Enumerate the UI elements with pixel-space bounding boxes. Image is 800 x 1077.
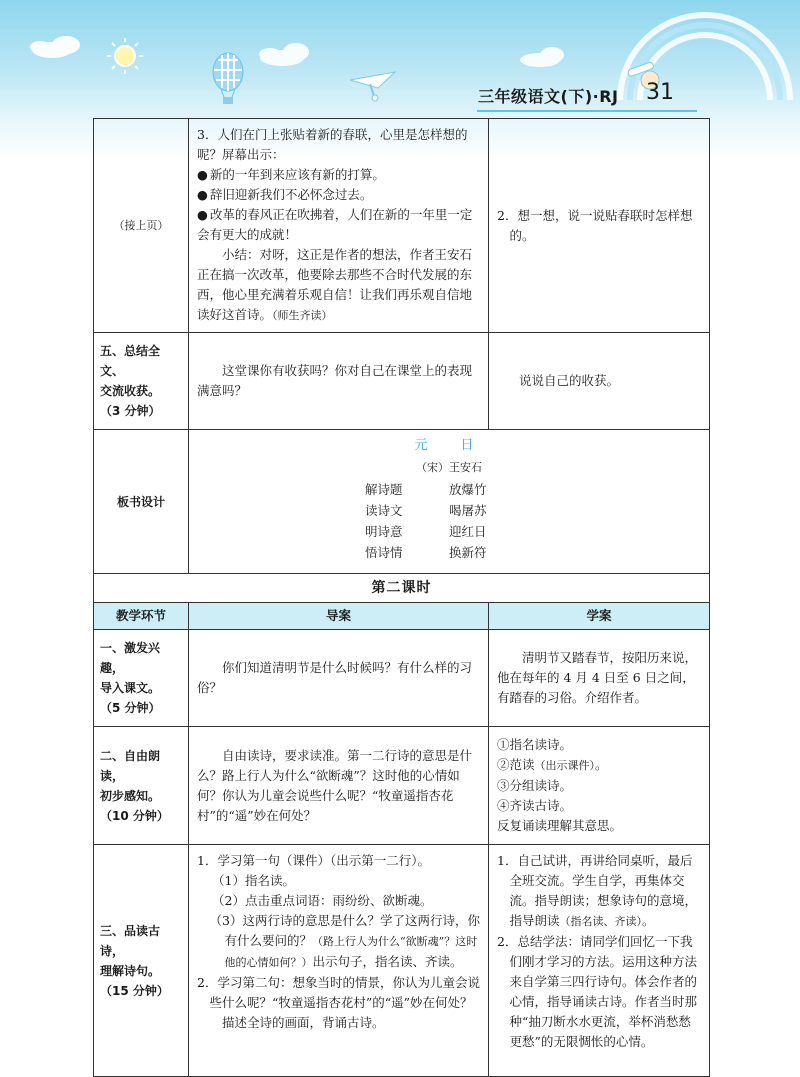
board-design-cell [189, 430, 710, 574]
study-item-text: 1．自己试讲，再讲给同桌听，最后全班交流。学生自学，再集体交流。指导朗读；想象诗句的意境，指导朗读 [497, 853, 698, 928]
header-title: 三年级语文(下)·RJ [478, 87, 619, 106]
study-text: 2．想一想，说一说贴春联时怎样想的。 [497, 207, 693, 243]
guide-cell [189, 333, 489, 430]
study-item: ③分组读诗。 [497, 778, 573, 793]
guide-text: 自由读诗，要求读准。第一二行诗的意思是什么？路上行人为什么“欲断魂”？这时他的心情如何？你认为儿童会说些什么呢？“牧童遥指杏花村”的“遥”妙在何处？ [197, 747, 473, 823]
guide-bullet: ● 改革的春风正在吹拂着，人们在新的一年里一定会有更大的成就！ [197, 205, 480, 245]
cloud-icon [520, 47, 564, 67]
guide-bullet: ● 辞旧迎新我们不必怀念过去。 [197, 185, 480, 205]
stage-continued-label: （接上页） [113, 218, 169, 232]
study-cell [489, 727, 710, 845]
table-row [94, 630, 710, 727]
study-item-end: 。 [642, 913, 655, 928]
guide-cell [189, 727, 489, 845]
board-item-left: 解诗题 [365, 482, 403, 497]
stage-label: 导入课文。 [100, 681, 161, 695]
summary-note: （师生齐读） [272, 309, 333, 322]
column-header-row [94, 603, 710, 630]
guide-substep: （2）点击重点词语：雨纷纷、欲断魂。 [212, 893, 433, 908]
stage-label: 理解诗句。 [100, 963, 161, 978]
cloud-icon [259, 43, 309, 66]
stage-cell [94, 845, 189, 1077]
study-item-text: ②范读 [497, 757, 535, 772]
stage-time: （15 分钟） [100, 983, 169, 998]
board-item-right: 换新符 [449, 545, 487, 560]
stage-label: 交流收获。 [100, 384, 161, 398]
study-text: 说说自己的收获。 [519, 373, 620, 388]
cloud-icon [30, 36, 80, 58]
study-cell [489, 845, 710, 1077]
guide-closing: 描述全诗的画面，背诵古诗。 [222, 1015, 385, 1030]
substep-note: （路上行人为什么“欲断魂”？这时他的心情如何？） [224, 935, 478, 969]
stage-label: 一、激发兴趣， [100, 641, 161, 675]
guide-step: 1．学习第一句（课件）（出示第一二行）。 [197, 853, 430, 868]
board-label: 板书设计 [116, 494, 165, 509]
table-row [94, 333, 710, 430]
header-rule [477, 110, 697, 112]
board-item-right: 放爆竹 [449, 482, 487, 497]
board-item-left: 明诗意 [365, 524, 403, 539]
poem-title: 元 日 [414, 438, 484, 453]
column-header: 教学环节 [94, 603, 189, 630]
study-text: 清明节又踏春节，按阳历来说，他在每年的 4 月 4 日至 6 日之间，有踏春的习俗。介绍作者。 [497, 650, 698, 705]
guide-intro: 3．人们在门上张贴着新的春联，心里是怎样想的呢？屏幕出示： [197, 127, 468, 162]
guide-cell [189, 119, 489, 333]
stage-label: 三、品读古诗， [100, 923, 161, 958]
guide-text: 你们知道清明节是什么时候吗？有什么样的习俗？ [197, 660, 473, 695]
guide-text: 这堂课你有收获吗？你对自己在课堂上的表现满意吗？ [197, 363, 473, 398]
substep-text: （3）这两行诗的意思是什么？学了这两行诗，你有什么要问的？ [209, 913, 480, 948]
section-title-row [94, 574, 710, 603]
lesson-plan-table [93, 118, 710, 1077]
study-item-end: 。 [595, 757, 608, 772]
stage-time: （3 分钟） [100, 404, 161, 418]
stage-label: 二、自由朗读， [100, 748, 161, 783]
study-item-note: （出示课件） [534, 759, 596, 772]
sun-icon [107, 38, 143, 74]
stage-cell [94, 333, 189, 430]
table-row [94, 727, 710, 845]
study-item [497, 755, 701, 776]
study-item: 2．总结学法：请同学们回忆一下我们刚才学习的方法。运用这种方法来自学第三四行诗句。体会作者的心情，指导诵读古诗。作者当时那种“抽刀断水水更流，举杯消愁愁更愁”的无限惆怅的心情。 [497, 934, 698, 1049]
study-cell [489, 333, 710, 430]
stage-label: 初步感知。 [100, 788, 161, 803]
column-header: 学案 [489, 603, 710, 630]
stage-label: 五、总结全文、 [100, 344, 161, 378]
table-row [94, 430, 710, 574]
stage-cell [94, 727, 189, 845]
page-number: 31 [646, 80, 674, 105]
board-item-right: 迎红日 [449, 524, 487, 539]
study-item: ①指名读诗。 [497, 737, 573, 752]
study-item-note: （指名读、齐读） [559, 915, 643, 928]
board-item-left: 读诗文 [365, 503, 403, 518]
study-item [497, 851, 701, 932]
column-header: 导案 [189, 603, 489, 630]
guide-summary [197, 245, 480, 326]
study-cell [489, 119, 710, 333]
section-title: 第二课时 [94, 574, 710, 603]
guide-substep: （1）指名读。 [212, 873, 295, 888]
stage-time: （10 分钟） [100, 808, 169, 823]
board-item-right: 喝屠苏 [449, 503, 487, 518]
guide-step: 2．学习第二句：想象当时的情景，你认为儿童会说些什么呢？“牧童遥指杏花村”的“遥”妙在何处？ [197, 975, 480, 1010]
guide-substep [197, 911, 480, 973]
study-cell [489, 630, 710, 727]
guide-cell [189, 630, 489, 727]
summary-text: 小结：对呀，这正是作者的想法，作者王安石正在搞一次改革，他要除去那些不合时代发展的东西，他心里充满着乐观自信！让我们再乐观自信地读好这首诗。 [197, 247, 473, 322]
board-grid [365, 480, 533, 563]
board-label-cell [94, 430, 189, 574]
stage-cell [94, 119, 189, 333]
study-item: ④齐读古诗。 [497, 798, 573, 813]
table-row [94, 119, 710, 333]
board-item-left: 悟诗情 [365, 545, 403, 560]
table-row [94, 845, 710, 1077]
stage-cell [94, 630, 189, 727]
study-item: 反复诵读理解其意思。 [497, 818, 623, 833]
hot-air-balloon-icon [213, 53, 243, 104]
stage-time: （5 分钟） [100, 701, 161, 715]
guide-cell [189, 845, 489, 1077]
guide-bullet: ● 新的一年到来应该有新的打算。 [197, 165, 480, 185]
substep-end: 出示句子，指名读、齐读。 [312, 954, 463, 969]
poem-author: （宋）王安石 [416, 461, 482, 474]
hang-glider-icon [350, 72, 395, 101]
